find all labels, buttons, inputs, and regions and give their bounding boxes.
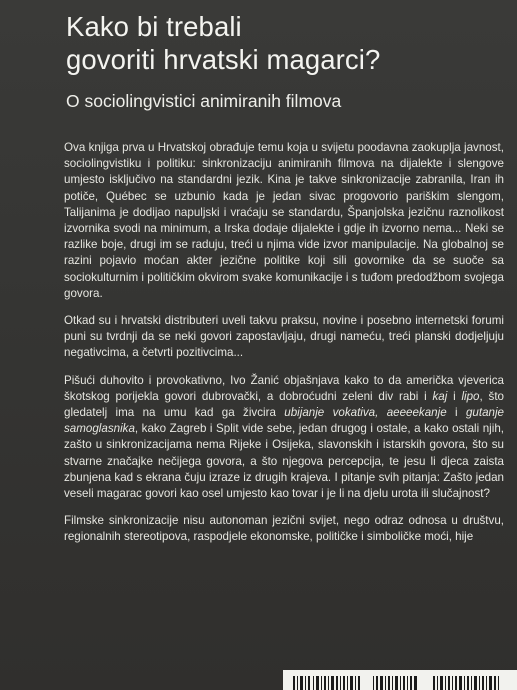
barcode-sticker [283,670,517,690]
blurb-paragraph-3 [64,373,504,503]
p3-italic-kaj: kaj [432,389,448,403]
blurb [64,140,504,557]
barcode-icon [283,670,517,690]
p3-text-c: , što gledatelj ima na umu kad ga živcira [64,389,504,420]
title-line-2: govoriti hrvatski magarci? [66,44,381,75]
p3-italic-2: gutanje samoglasnika [64,406,504,436]
blurb-paragraph-2: Otkad su i hrvatski distributeri uveli takvu praksu, novine i posebno internetski forumi puni su tvrdnji da se neki govori zapostavljaju, drugi nameću, treći planski dodjeljuju negativcima, a četvrti pozitivcima... [64,314,504,360]
p3-italic-lipo: lipo [461,389,480,403]
blurb-paragraph-4: Filmske sinkronizacije nisu autonoman jezični svijet, nego odraz odnosa u društvu, regionalnih stereotipova, raspodjele ekonomske, političke i simboličke moći, hije [64,514,504,544]
blurb-paragraph-1: Ova knjiga prva u Hrvatskoj obrađuje temu koja u svijetu poodavna zaokuplja javnost, sociolingvistiku i politiku: sinkronizaciju animiranih filmova na dijalekte i slengove umjesto isključivo na standardni jezik. Kina je takve sinkronizacije zabranila, Iran ih potiče, Québec se uzbunio kada je jedan sivac progovorio pariškim slengom, Talijanima je dodijao napuljski i vraćaju se standardu, Španjolska jezičnu raznolikost izvornika svodi na minimum, a Irska dodaje dijalekte i gdje ih izvorno nema... Neki se razlike boje, drugi im se raduju, treći u njima vide izvor manipulacije. Na globalnoj se razini pojavio moćan akter jezične politike koji sili govornike da se suoče sa sociokulturnim i političkim okvirom svake komunikacije i s tuđom predodžbom svojega govora. [64,141,504,300]
p3-text-e: , kako Zagreb i Split vide sebe, jedan drugog i ostale, a kako ostali njih, zašto u sinkronizacijama nema Rijeke i Osijeka, slavonskih i istarskih govora, što su stvarne značajke nečijega govora, a što njegova percepcija, te jesu li djeca zaista zbunjena kad s ekrana čuju izraze iz drugih krajeva. I pitanje svih pitanja: Zašto jedan veseli magarac govori kao osel umjesto kao tovar i je li na djelu urota ili slučajnost? [64,422,504,501]
p3-italic-1: ubijanje vokativa, aeeeekanje [284,406,447,420]
book-title [66,10,506,76]
p3-text-b: i [447,389,462,403]
title-line-1: Kako bi trebali [66,11,242,42]
book-subtitle: O sociolingvistici animiranih filmova [66,91,342,111]
p3-text-a: Pišući duhovito i provokativno, Ivo Žanić objašnjava kako to da američka vjeverica škotskog porijekla govori dubrovački, a dobroćudni zeleni div rabi i [64,373,504,403]
p3-text-d: i [446,406,466,420]
